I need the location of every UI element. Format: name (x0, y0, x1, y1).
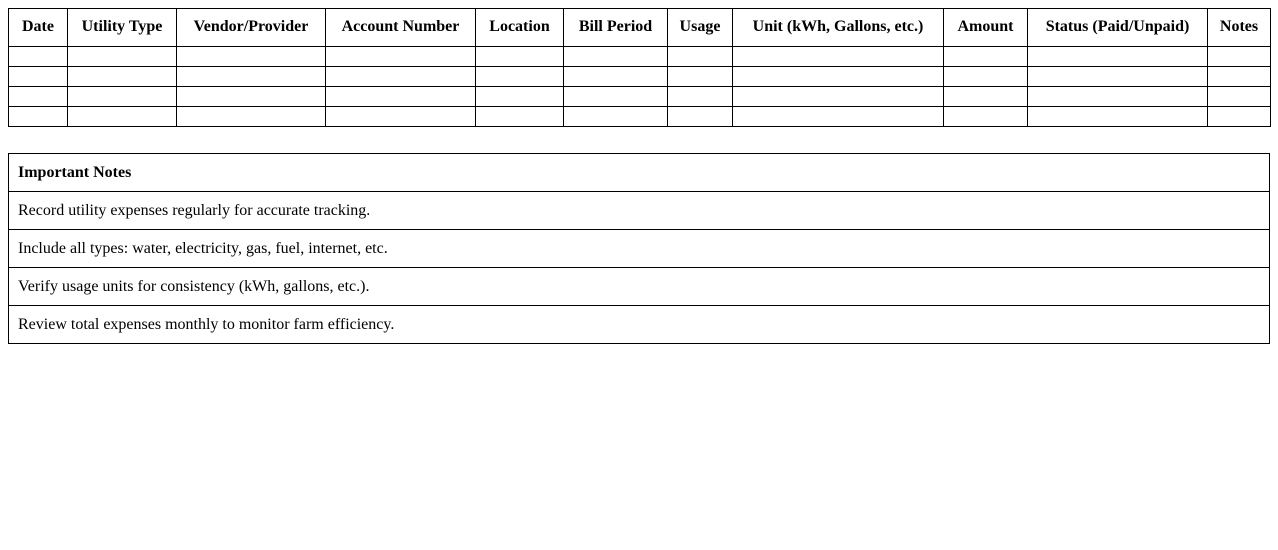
expense-empty-cell (1208, 47, 1271, 67)
expense-table-row (9, 87, 1271, 107)
notes-title: Important Notes (9, 154, 1270, 192)
expense-table-row (9, 107, 1271, 127)
expense-empty-cell (326, 87, 476, 107)
expense-empty-cell (564, 67, 668, 87)
note-row (9, 192, 1270, 230)
note-row (9, 230, 1270, 268)
notes-table-body (9, 154, 1270, 344)
expense-table-row (9, 67, 1271, 87)
expense-empty-cell (564, 47, 668, 67)
expense-empty-cell (733, 107, 944, 127)
column-header-date: Date (9, 9, 68, 47)
note-row (9, 306, 1270, 344)
note-row (9, 268, 1270, 306)
expense-empty-cell (68, 67, 177, 87)
column-header-unit-kwh-gallons-etc: Unit (kWh, Gallons, etc.) (733, 9, 944, 47)
column-header-utility-type: Utility Type (68, 9, 177, 47)
column-header-usage: Usage (668, 9, 733, 47)
expense-empty-cell (944, 47, 1028, 67)
expense-empty-cell (177, 47, 326, 67)
expense-empty-cell (177, 107, 326, 127)
expense-empty-cell (1208, 67, 1271, 87)
expense-empty-cell (944, 87, 1028, 107)
expense-empty-cell (944, 67, 1028, 87)
note-text: Include all types: water, electricity, gas, fuel, internet, etc. (9, 230, 1270, 268)
expense-empty-cell (944, 107, 1028, 127)
expense-empty-cell (1208, 107, 1271, 127)
expense-empty-cell (326, 67, 476, 87)
expense-empty-cell (476, 107, 564, 127)
expense-empty-cell (476, 87, 564, 107)
expense-empty-cell (1208, 87, 1271, 107)
expense-empty-cell (9, 47, 68, 67)
expense-empty-cell (177, 87, 326, 107)
expense-empty-cell (476, 47, 564, 67)
expense-header-row (9, 9, 1271, 47)
column-header-bill-period: Bill Period (564, 9, 668, 47)
expense-empty-cell (9, 107, 68, 127)
column-header-status-paid-unpaid: Status (Paid/Unpaid) (1028, 9, 1208, 47)
expense-empty-cell (326, 47, 476, 67)
expense-empty-cell (68, 47, 177, 67)
column-header-vendor-provider: Vendor/Provider (177, 9, 326, 47)
expense-empty-cell (68, 107, 177, 127)
expense-empty-cell (733, 87, 944, 107)
expense-empty-cell (733, 67, 944, 87)
expense-empty-cell (1028, 107, 1208, 127)
expense-empty-cell (668, 107, 733, 127)
expense-empty-cell (326, 107, 476, 127)
expense-empty-cell (733, 47, 944, 67)
expense-empty-cell (668, 47, 733, 67)
expense-empty-cell (668, 67, 733, 87)
expense-empty-cell (1028, 67, 1208, 87)
notes-title-row (9, 154, 1270, 192)
note-text: Review total expenses monthly to monitor farm efficiency. (9, 306, 1270, 344)
important-notes-table (8, 153, 1270, 344)
expense-empty-cell (9, 87, 68, 107)
column-header-location: Location (476, 9, 564, 47)
utility-expense-table (8, 8, 1271, 127)
expense-empty-cell (1028, 87, 1208, 107)
expense-empty-cell (68, 87, 177, 107)
expense-table-body (9, 47, 1271, 127)
column-header-account-number: Account Number (326, 9, 476, 47)
expense-empty-cell (9, 67, 68, 87)
column-header-notes: Notes (1208, 9, 1271, 47)
expense-empty-cell (177, 67, 326, 87)
expense-empty-cell (564, 107, 668, 127)
note-text: Verify usage units for consistency (kWh, gallons, etc.). (9, 268, 1270, 306)
expense-empty-cell (476, 67, 564, 87)
expense-empty-cell (668, 87, 733, 107)
expense-empty-cell (1028, 47, 1208, 67)
expense-table-row (9, 47, 1271, 67)
expense-empty-cell (564, 87, 668, 107)
column-header-amount: Amount (944, 9, 1028, 47)
note-text: Record utility expenses regularly for accurate tracking. (9, 192, 1270, 230)
